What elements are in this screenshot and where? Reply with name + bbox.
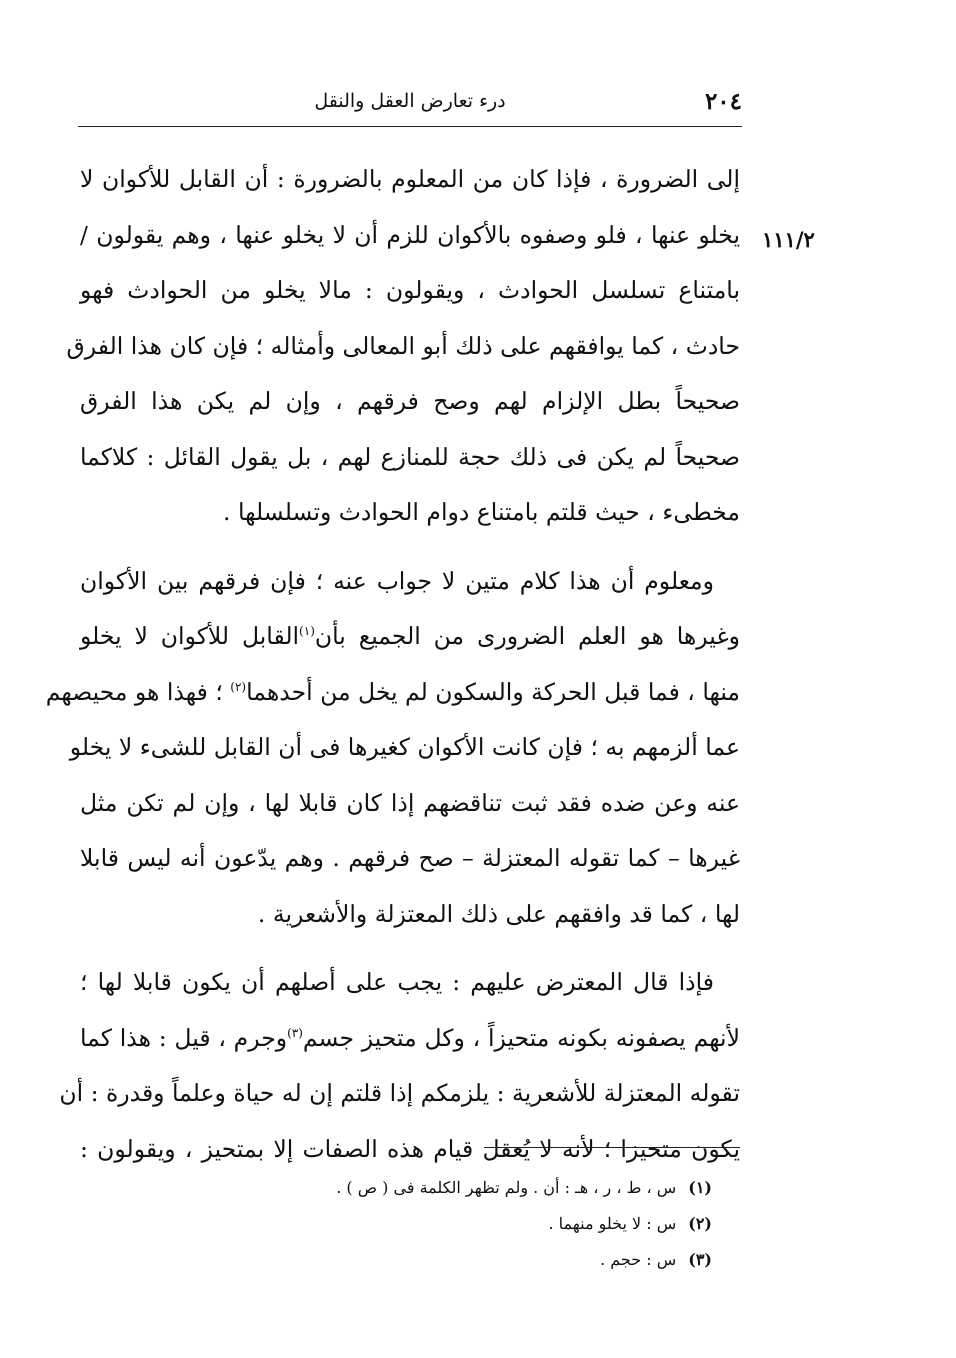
footnote-1 [180, 1170, 712, 1206]
footnote-number: (٣) [688, 1250, 712, 1269]
text-line: عنه وعن ضده فقد ثبت تناقضهم إذا كان قابلا لها ، وإن لم تكن مثل [80, 788, 740, 817]
text-line: تقوله المعتزلة للأشعرية : يلزمكم إذا قلتم إن له حياة وعلماً وقدرة : أن [59, 1079, 740, 1107]
text-line: عما ألزمهم به ؛ فإن كانت الأكوان كغيرها فى أن القابل للشىء لا يخلو [69, 733, 740, 761]
footnote-text: س : لا يخلو منهما . [548, 1214, 677, 1233]
text-segment: القابل للأكوان لا يخلو [80, 622, 300, 650]
footnote-marker-1: (١) [299, 624, 315, 639]
text-line: صحيحاً بطل الإلزام لهم وصح فرقهم ، وإن لم يكن هذا الفرق [80, 387, 740, 415]
running-title: درء تعارض العقل والنقل [314, 90, 506, 112]
footnote-marker-3: (٣) [287, 1025, 303, 1040]
text-segment: وغيرها هو العلم الضرورى من الجميع بأن [314, 622, 740, 650]
footnotes [180, 1170, 712, 1278]
page-header [78, 88, 742, 124]
text-line: إلى الضرورة ، فإذا كان من المعلوم بالضرورة : أن القابل للأكوان لا [80, 165, 740, 193]
text-line: حادث ، كما يوافقهم على ذلك أبو المعالى وأمثاله ؛ فإن كان هذا الفرق [66, 331, 740, 360]
footnote-number: (١) [688, 1178, 712, 1197]
footnote-3 [180, 1242, 712, 1278]
text-line [45, 665, 740, 721]
text-line: يخلو عنها ، فلو وصفوه بالأكوان للزم أن لا يخلو عنها ، وهم يقولون / [80, 220, 740, 249]
text-line: يكون متحيزا ؛ لأنه لا يُعقل قيام هذه الصفات إلا بمتحيز ، ويقولون : [80, 1134, 740, 1163]
main-text [45, 152, 741, 1177]
text-line [80, 1011, 740, 1067]
text-segment: منها ، فما قبل الحركة والسكون لم يخل من أحدهما [246, 677, 740, 706]
text-line: صحيحاً لم يكن فى ذلك حجة للمنازع لهم ، بل يقول القائل : كلاكما [80, 442, 740, 471]
margin-reference: ١١١/٢ [762, 227, 815, 252]
text-line: غيرها – كما تقوله المعتزلة – صح فرقهم . وهم يدّعون أنه ليس قابلا [80, 844, 740, 872]
paragraph-1 [66, 152, 740, 541]
text-line: بامتناع تسلسل الحوادث ، ويقولون : مالا يخلو من الحوادث فهو [80, 276, 740, 304]
text-line: مخطىء ، حيث قلتم بامتناع دوام الحوادث وتسلسلها . [223, 498, 740, 526]
paragraph-2 [45, 554, 740, 943]
text-line: فإذا قال المعترض عليهم : يجب على أصلهم أن يكون قابلا لها ؛ [80, 968, 714, 996]
text-line: ومعلوم أن هذا كلام متين لا جواب عنه ؛ فإن فرقهم بين الأكوان [80, 566, 714, 595]
text-line: لها ، كما قد وافقهم على ذلك المعتزلة والأشعرية . [257, 899, 740, 928]
text-segment: لأنهم يصفونه بكونه متحيزاً ، وكل متحيز جسم [302, 1023, 741, 1052]
footnote-number: (٢) [688, 1214, 712, 1233]
footnote-text: س : حجم . [600, 1250, 677, 1269]
footnote-marker-2: (٢) [230, 679, 247, 694]
header-rule [78, 126, 742, 127]
footnote-rule [484, 1147, 740, 1148]
text-segment: وجرم ، قيل : هذا كما [80, 1023, 288, 1052]
text-segment: ؛ فهذا هو محيصهم [45, 677, 223, 706]
text-line [80, 609, 740, 665]
footnote-text: س ، ط ، ر ، هـ : أن . ولم تظهر الكلمة فى ( ص ) . [336, 1178, 677, 1197]
footnote-2 [180, 1206, 712, 1242]
paragraph-3 [59, 955, 741, 1177]
page-number: ٢٠٤ [704, 88, 742, 115]
